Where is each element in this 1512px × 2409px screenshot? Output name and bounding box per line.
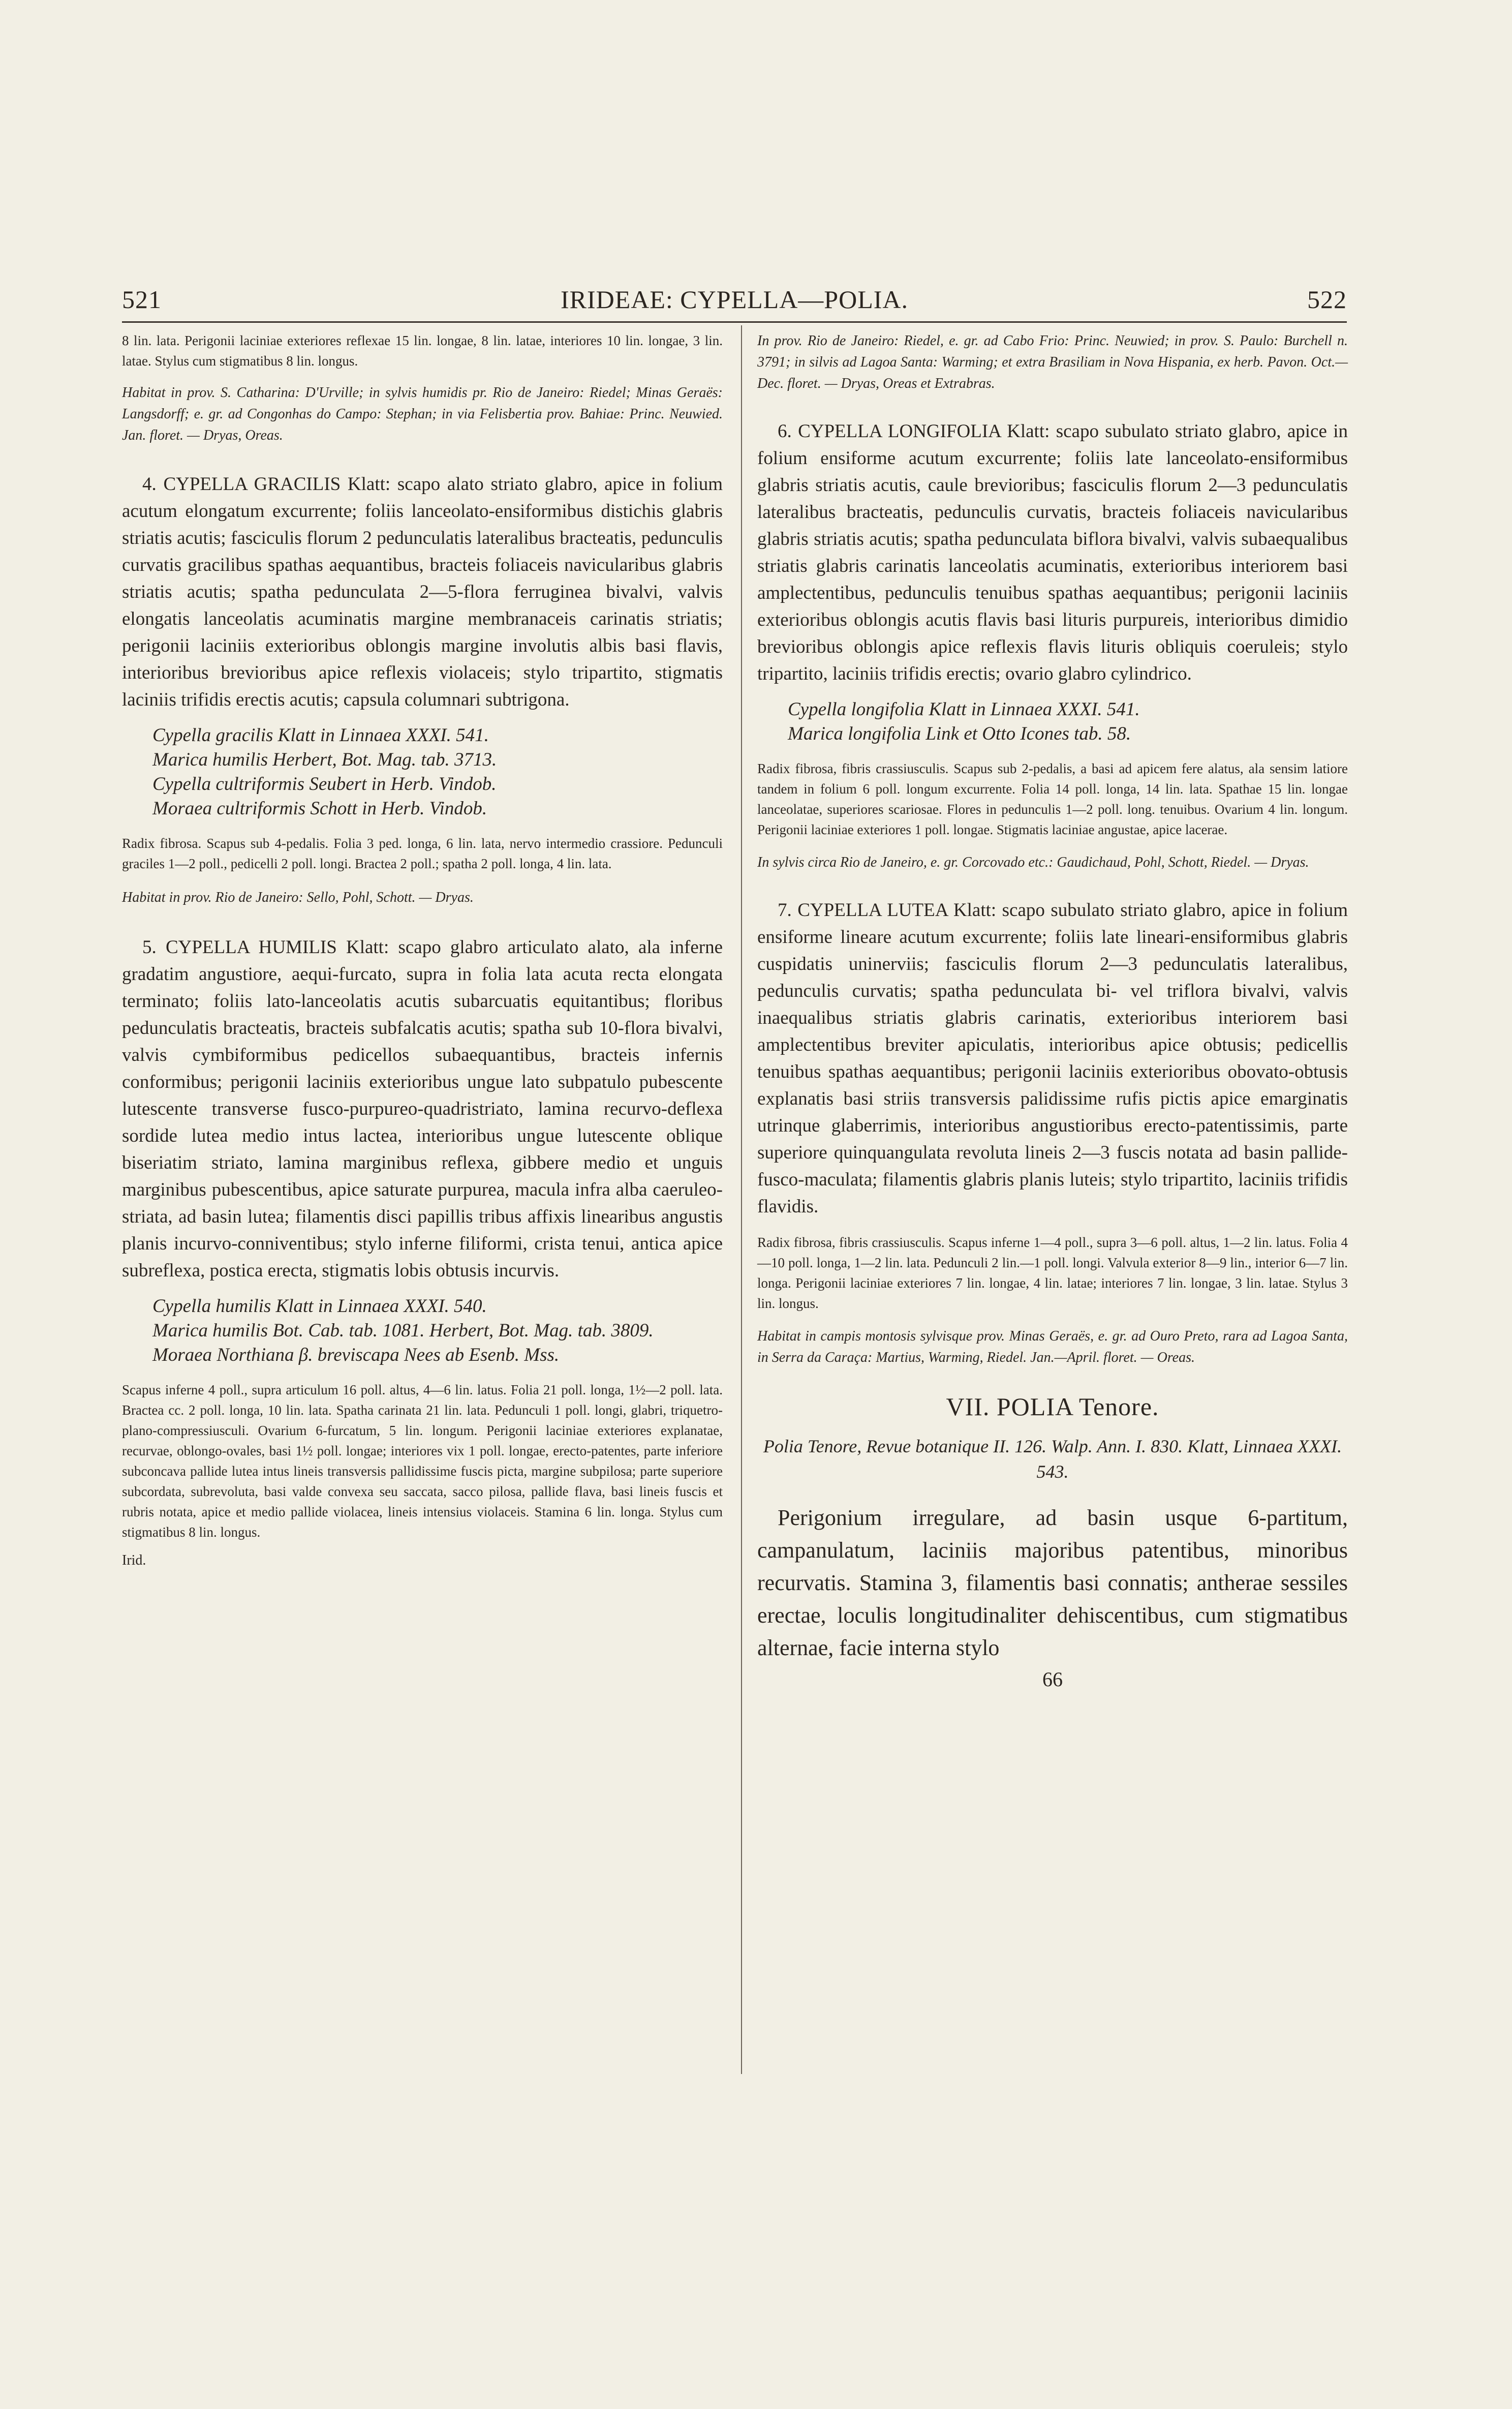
continued-habitat-right: In prov. Rio de Janeiro: Riedel, e. gr. ad Cabo Frio: Princ. Neuwied; in prov. S. Paulo: Burchell n. 3791; in silvis ad Lagoa Santa: Warming; et extra Brasiliam in Nova Hispania, ex herb. Pavon. Oct.—Dec. floret. — Dryas, Oreas et Extrabras. bbox=[757, 333, 1348, 391]
species-6-synonym: Marica longifolia Link et Otto Icones tab. 58. bbox=[788, 723, 1131, 744]
header-rule bbox=[122, 321, 1347, 323]
genus-description: Perigonium irregulare, ad basin usque 6-partitum, campanulatum, laciniis majoribus patentibus, minoribus recurvatis. Stamina 3, filamentis basi connatis; antherae sessiles erectae, loculis longitudinaliter dehiscentibus, cum stigmatibus alternae, facie interna stylo bbox=[757, 1505, 1348, 1660]
species-6-synonym: Cypella longifolia Klatt in Linnaea XXXI. 541. bbox=[788, 699, 1140, 720]
species-6-description: Radix fibrosa, fibris crassiusculis. Scapus sub 2-pedalis, a basi ad apicem fere alatus, ala sensim latiore tandem in folium 6 poll. longum excurrente. Folia 14 poll. longa, 14 lin. lata. Spathae 15 lin. longae lanceolatae, superiores scariosae. Flores in pedunculis 1—2 poll. long. tenuibus. Ovarium 4 lin. longum. Perigonii laciniae exteriores 1 poll. longae. Stigmatis laciniae angustae, apice lacerae. bbox=[757, 761, 1348, 837]
species-4-description: Radix fibrosa. Scapus sub 4-pedalis. Folia 3 ped. longa, 6 lin. lata, nervo intermedio crassiore. Pedunculi graciles 1—2 poll., pedicelli 2 poll. longi. Bractea 2 poll.; spatha 2 poll. longa, 4 lin. lata. bbox=[122, 836, 723, 871]
species-5-synonym: Moraea Northiana β. breviscapa Nees ab Esenb. Mss. bbox=[152, 1345, 560, 1365]
genus-reference: Polia Tenore, Revue botanique II. 126. Walp. Ann. I. 830. Klatt, Linnaea XXXI. 543. bbox=[763, 1436, 1342, 1482]
page-number-right: 522 bbox=[1307, 285, 1347, 314]
species-7-habitat: Habitat in campis montosis sylvisque prov. Minas Geraës, e. gr. ad Ouro Preto, rara ad Lagoa Santa, in Serra da Caraça: Martius, Warming, Riedel. Jan.—April. floret. — Oreas. bbox=[757, 1328, 1348, 1365]
species-6-habitat: In sylvis circa Rio de Janeiro, e. gr. Corcovado etc.: Gaudichaud, Pohl, Schott, Riedel. — Dryas. bbox=[757, 855, 1309, 870]
left-column bbox=[122, 330, 723, 1569]
continued-habitat: Habitat in prov. S. Catharina: D'Urville; in sylvis humidis pr. Rio de Janeiro: Riedel; Minas Geraës: Langsdorff; e. gr. ad Congonhas do Campo: Stephan; in via Felisbertia prov. Bahiae: Princ. Neuwied. Jan. floret. — Dryas, Oreas. bbox=[122, 385, 723, 443]
species-4-synonym: Cypella cultriformis Seubert in Herb. Vindob. bbox=[152, 774, 497, 795]
species-4-habitat: Habitat in prov. Rio de Janeiro: Sello, Pohl, Schott. — Dryas. bbox=[122, 890, 474, 905]
species-7-description: Radix fibrosa, fibris crassiusculis. Scapus inferne 1—4 poll., supra 3—6 poll. altus, 1—2 lin. latus. Folia 4—10 poll. longa, 1—2 lin. lata. Pedunculi 2 lin.—1 poll. longi. Valvula exterior 8—9 lin., interior 6—7 lin. longa. Perigonii laciniae exteriores 7 lin. longae, 4 lin. latae; interiores 7 lin. longae, 3 lin. latae. Stylus 3 lin. longus. bbox=[757, 1235, 1348, 1311]
species-7-diagnosis: 7. CYPELLA LUTEA Klatt: scapo subulato striato glabro, apice in folium ensiforme lineare acutum excurrente; foliis late lineari-ensiformibus glabris cuspidatis uninerviis; fasciculis florum 2—3 pedunculatis lateralibus, pedunculis curvatis; spatha pedunculata bi- vel triflora bivalvi, valvis inaequalibus striatis glabris carinatis, exterioribus interiorem basi amplectentibus breviter apiculatis, interioribus apice obtusis; pedicellis tenuibus spathas aequantibus; perigonii laciniis exterioribus obovato-obtusis explanatis basi striis transversis palidissime rufis pictis apice emarginatis utrinque glaberrimis, interioribus angustioribus erecto-patentissimis, parte superiore quinquangulata revoluta lineis 2—3 fuscis notata ad basin pallide-fusco-maculata; filamentis glabris planis luteis; stylo tripartito, laciniis trifidis flavidis. bbox=[757, 900, 1348, 1217]
page-number-left: 521 bbox=[122, 285, 162, 314]
genus-heading: VII. POLIA Tenore. bbox=[946, 1392, 1159, 1421]
running-header bbox=[122, 285, 1347, 320]
signature-mark: Irid. bbox=[122, 1552, 146, 1568]
species-4-synonym: Marica humilis Herbert, Bot. Mag. tab. 3713. bbox=[152, 749, 497, 770]
right-column bbox=[757, 330, 1348, 1691]
species-4-synonym: Cypella gracilis Klatt in Linnaea XXXI. 541. bbox=[152, 725, 489, 746]
species-5-diagnosis: 5. CYPELLA HUMILIS Klatt: scapo glabro articulato alato, ala inferne gradatim angustiore, aequi-furcato, supra in folia lata acuta recta elongata terminato; foliis lato-lanceolatis acutis subarcuatis equitantibus; floribus pedunculatis bracteatis, bracteis subfalcatis acutis; spatha sub 10-flora bivalvi, valvis cymbiformibus pedicellos subaequantibus, bracteis infernis conformibus; perigonii laciniis exterioribus ungue lato subpatulo pubescente lutescente transverse fusco-purpureo-quadristriato, lamina recurvo-deflexa sordide lutea medio intus lactea, interioribus ungue lutescente oblique biseriatim striato, lamina marginibus reflexa, gibbere medio et unguis marginibus pubescentibus, apice saturate purpurea, macula infra alba caeruleo-striata, ad basin lutea; filamentis disci papillis tribus affixis linearibus angustis planis incurvo-conniventibus; stylo inferne filiformi, crista tenui, antica apice subreflexa, postica erecta, stigmatis lobis obtusis incurvis. bbox=[122, 937, 723, 1281]
species-5-synonym: Marica humilis Bot. Cab. tab. 1081. Herbert, Bot. Mag. tab. 3809. bbox=[152, 1320, 654, 1341]
species-4-diagnosis: 4. CYPELLA GRACILIS Klatt: scapo alato striato glabro, apice in folium acutum elongatum excurrente; foliis lanceolato-ensiformibus distichis glabris striatis acutis; fasciculis florum 2 pedunculatis lateralibus bracteatis, pedunculis curvatis gracilibus spathas aequantibus, bracteis foliaceis navicularibus glabris striatis acutis; spatha pedunculata 2—5-flora ferruginea bivalvi, valvis elongatis lanceolatis acuminatis margine membranaceis carinatis striatis; perigonii laciniis exterioribus oblongis margine involutis albis basi flavis, interioribus brevioribus apice reflexis violaceis; stylo tripartito, stigmatis laciniis trifidis erectis acutis; capsula columnari subtrigona. bbox=[122, 474, 723, 710]
column-divider bbox=[741, 325, 742, 2074]
species-5-synonym: Cypella humilis Klatt in Linnaea XXXI. 540. bbox=[152, 1296, 487, 1317]
species-5-description: Scapus inferne 4 poll., supra articulum 16 poll. altus, 4—6 lin. latus. Folia 21 poll. longa, 1½—2 poll. lata. Bractea cc. 2 poll. longa, 10 lin. lata. Spatha carinata 21 lin. lata. Pedunculi 1 poll. longi, glabri, triquetro-plano-compressiusculi. Ovarium 6-furcatum, 5 lin. longum. Perigonii laciniae exteriores explanatae, recurvae, oblongo-ovales, basi 1½ poll. longae; interiores vix 1 poll. longae, erecto-patentes, parte inferiore subconcava pallide lutea intus lineis transversis pallidissime fuscis picta, margine subpilosa; parte superiore subcordata, subrevoluta, basi valde convexa seu saccata, sacco pilosa, pallide flava, basi lineis fuscis et rubris notata, apice et medio pallide violacea, lineis intensius violaceis. Stamina 6 lin. longa. Stylus cum stigmatibus 8 lin. longus. bbox=[122, 1382, 723, 1540]
running-title: IRIDEAE: CYPELLA—POLIA. bbox=[560, 285, 909, 314]
species-6-diagnosis: 6. CYPELLA LONGIFOLIA Klatt: scapo subulato striato glabro, apice in folium ensiforme acutum excurrente; foliis late lanceolato-ensiformibus glabris striatis acutis, caule brevioribus; fasciculis florum 2—3 pedunculatis lateralibus bracteatis, pedunculis curvatis, bracteis foliaceis navicularibus glabris striatis acutis; spatha pedunculata biflora bivalvi, valvis subaequalibus striatis glabris carinatis lanceolatis acuminatis, exterioribus interiorem basi amplectentibus, pedunculis tenuibus spathas aequantibus; perigonii laciniis exterioribus oblongis acutis flavis basi lituris purpureis, interioribus dimidio brevioribus oblongis apice reflexis flavis lituris obliquis coeruleis; stylo tripartito, laciniis trifidis erectis; ovario glabro cylindrico. bbox=[757, 421, 1348, 684]
species-4-synonym: Moraea cultriformis Schott in Herb. Vindob. bbox=[152, 798, 487, 819]
continued-description: 8 lin. lata. Perigonii laciniae exteriores reflexae 15 lin. longae, 8 lin. latae, interiores 10 lin. longae, 3 lin. latae. Stylus cum stigmatibus 8 lin. longus. bbox=[122, 333, 723, 369]
folio-number: 66 bbox=[1042, 1668, 1063, 1691]
